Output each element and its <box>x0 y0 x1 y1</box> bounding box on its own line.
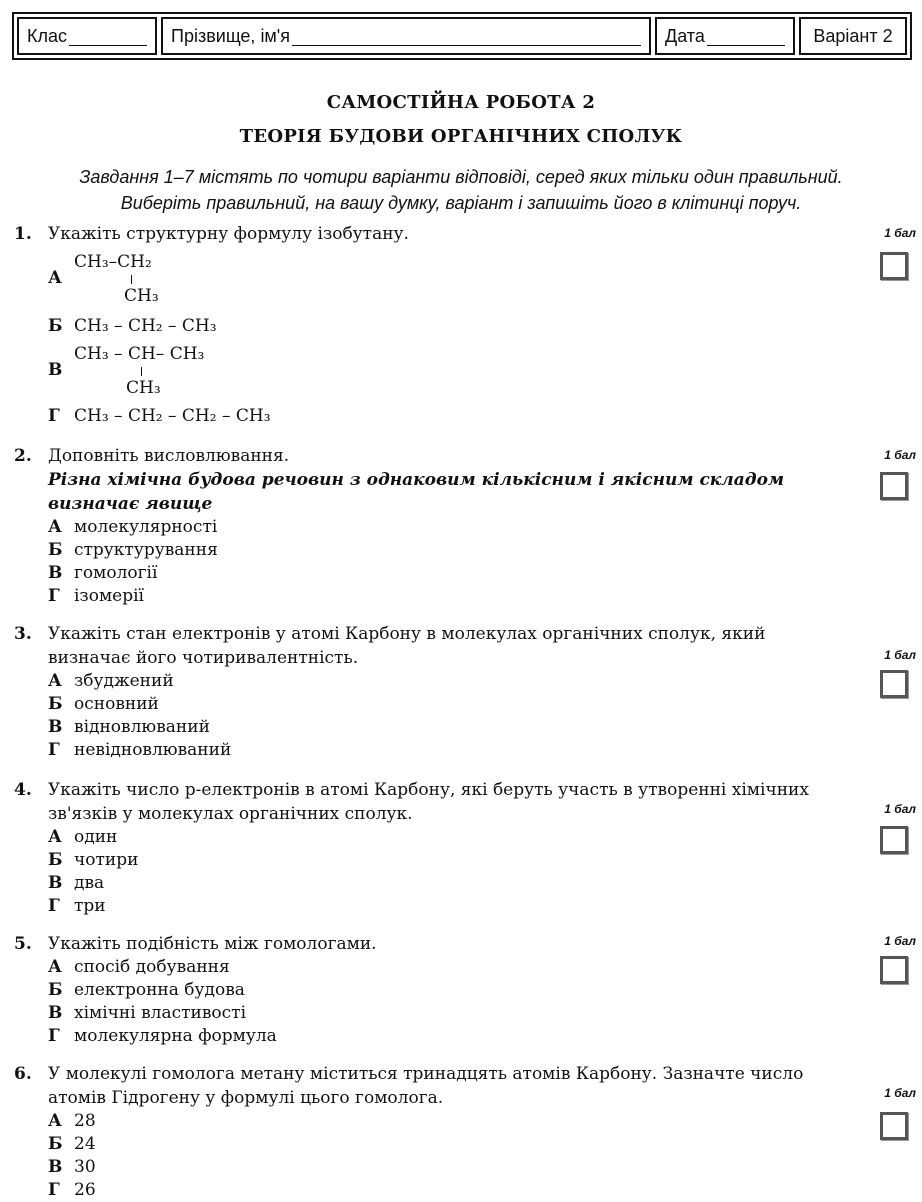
name-label: Прізвище, ім'я <box>171 25 290 46</box>
option-d: Г три <box>48 896 106 916</box>
answer-box[interactable] <box>880 826 908 854</box>
option-b: Б основний <box>48 694 159 714</box>
question-text: Доповніть висловлювання. <box>48 446 290 466</box>
question-6 <box>14 1062 814 1202</box>
option-b: Б структурування <box>48 540 218 560</box>
score-label: 1 бал <box>884 648 916 662</box>
option-b: Б чотири <box>48 850 139 870</box>
score-label: 1 бал <box>884 1086 916 1100</box>
class-field[interactable] <box>17 17 157 55</box>
instructions <box>0 164 922 216</box>
answer-box[interactable] <box>880 670 908 698</box>
name-field[interactable] <box>161 17 651 55</box>
score-label: 1 бал <box>884 448 916 462</box>
question-number: 2. <box>14 446 32 466</box>
answer-box[interactable] <box>880 1112 908 1140</box>
option-a: А збуджений <box>48 671 174 691</box>
option-a: А молекулярності <box>48 517 218 537</box>
option-c: В відновлюваний <box>48 717 210 737</box>
option-d: Г 26 <box>48 1180 96 1200</box>
question-text: Укажіть число p-електронів в атомі Карбону, які беруть участь в утворенні хімічних зв'язків у молекулах органічних сполук. <box>48 780 809 824</box>
option-d: Г невідновлюваний <box>48 740 232 760</box>
page-subtitle: ТЕОРІЯ БУДОВИ ОРГАНІЧНИХ СПОЛУК <box>239 126 683 147</box>
question-3 <box>14 622 814 762</box>
question-text: Укажіть стан електронів у атомі Карбону в молекулах органічних сполук, який визначає його чотиривалентність. <box>48 624 766 668</box>
question-1 <box>14 222 814 246</box>
option-a: А один <box>48 827 118 847</box>
formula-main: CH₃–CH₂ <box>74 252 152 272</box>
option-letter: Б <box>48 316 63 336</box>
option-c: В два <box>48 873 105 893</box>
date-field[interactable] <box>655 17 795 55</box>
answer-box[interactable] <box>880 252 908 280</box>
date-label: Дата <box>665 25 705 46</box>
formula-main: CH₃ – CH₂ – CH₂ – CH₃ <box>74 406 271 426</box>
formula-main: CH₃ – CH– CH₃ <box>74 344 205 364</box>
question-text: Укажіть структурну формулу ізобутану. <box>48 224 409 244</box>
question-number: 5. <box>14 934 32 954</box>
answer-box[interactable] <box>880 956 908 984</box>
score-label: 1 бал <box>884 226 916 240</box>
question-text: Укажіть подібність між гомологами. <box>48 934 377 954</box>
question-number: 4. <box>14 780 32 800</box>
question-number: 1. <box>14 224 32 244</box>
page-title: САМОСТІЙНА РОБОТА 2 <box>326 92 596 113</box>
variant-label: Варіант 2 <box>813 25 893 46</box>
question-text: У молекулі гомолога метану міститься тринадцять атомів Карбону. Зазначте число атомів Гідрогену у формулі цього гомолога. <box>48 1064 804 1108</box>
option-a: А спосіб добування <box>48 957 230 977</box>
option-c: В 30 <box>48 1157 96 1177</box>
option-d: Г ізомерії <box>48 586 144 606</box>
question-number: 3. <box>14 624 32 644</box>
option-a: А 28 <box>48 1111 96 1131</box>
instruction-line: Завдання 1–7 містять по чотири варіанти відповіді, серед яких тільки один правильний. <box>79 167 843 187</box>
formula-branch: CH₃ <box>126 378 161 398</box>
question-statement: Різна хімічна будова речовин з однаковим кількісним і якісним складом визначає явище <box>48 470 785 514</box>
formula-main: CH₃ – CH₂ – CH₃ <box>74 316 217 336</box>
question-number: 6. <box>14 1064 32 1084</box>
option-d: Г молекулярна формула <box>48 1026 277 1046</box>
option-b: Б електронна будова <box>48 980 245 1000</box>
option-letter: А <box>48 268 62 288</box>
score-label: 1 бал <box>884 934 916 948</box>
option-c: В хімічні властивості <box>48 1003 247 1023</box>
bond-line <box>131 275 132 284</box>
score-label: 1 бал <box>884 802 916 816</box>
variant-cell <box>799 17 907 55</box>
instruction-line: Виберіть правильний, на вашу думку, варіант і запишіть його в клітинці поруч. <box>120 193 802 213</box>
option-letter: В <box>48 360 63 380</box>
formula-branch: CH₃ <box>124 286 159 306</box>
class-label: Клас <box>27 25 67 46</box>
question-2 <box>14 444 814 608</box>
option-b: Б 24 <box>48 1134 96 1154</box>
question-5 <box>14 932 814 1048</box>
bond-line <box>141 367 142 376</box>
question-4 <box>14 778 814 918</box>
header-table <box>12 12 912 60</box>
option-c: В гомології <box>48 563 158 583</box>
answer-box[interactable] <box>880 472 908 500</box>
option-letter: Г <box>48 406 60 426</box>
